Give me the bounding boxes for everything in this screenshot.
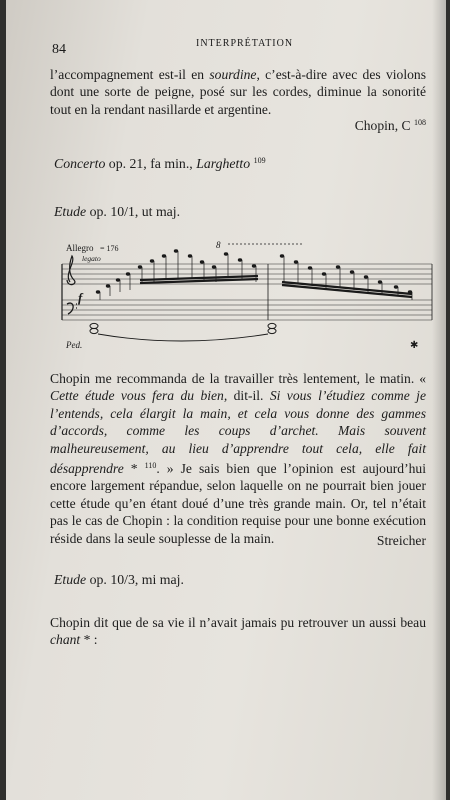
treble-clef-icon [67,256,75,285]
tie-slur [98,334,268,341]
signature-streicher: Streicher [376,533,426,548]
heading-etude-10-1: Etude op. 10/1, ut maj. [54,204,181,219]
running-head: INTERPRÉTATION [196,38,294,49]
ottava-mark: 8 [216,240,221,250]
tempo-label: Allegro [66,243,94,253]
paragraph-chant: Chopin dit que de sa vie il n’avait jamais pu retrouver un aussi beau chant * : [50,615,426,648]
paragraph-chopin-recommended: Chopin me recommanda de la travailler très lentement, le matin. « Cette étude vous fera du bien, dit-il. Si vous l’étudiez comme je l’entends, cela élargit la main, et cela vous donne des gammes d’accords, comme les coups d’archet. Mais souvent malheureusement, au lieu d’apprendre tout cela, elle fait désapprendre * $^{110}$. » Je sais bien que l’opinion est aujourd’hui encore largement répandue, selon laquelle on ne pourrait bien jouer cette étude qu’en étant doué d’une très grande main. Or, tel n’était pas le cas de Chopin : la condition requise pour une bonne exécution réside dans la seule souplesse de la main. [50,371,426,546]
legato-label: legato [82,254,101,263]
book-page [6,0,446,800]
page-number: 84 [52,42,66,57]
metronome-mark: = 176 [100,244,119,253]
dynamic-forte: f [78,290,83,305]
bass-staff [62,300,432,320]
signature-chopin: Chopin, C $^{108}$ [354,118,426,133]
bass-whole-notes [90,323,276,333]
arpeggio-notes [96,249,412,293]
pedal-release-mark: ✱ [410,340,419,351]
music-score-excerpt [60,234,440,354]
heading-concerto: Concerto op. 21, fa min., Larghetto $^{109}$ [54,156,266,171]
paragraph-accompaniment: l’accompagnement est-il en sourdine, c’est-à-dire avec des violons dont une sorte de peigne, posé sur les cordes, diminue la sonorité tout en la rendant nasillarde et argentine. [50,67,426,117]
barlines [62,264,432,320]
pedal-mark: Ped. [66,340,83,350]
heading-etude-10-3: Etude op. 10/3, mi maj. [54,572,184,587]
